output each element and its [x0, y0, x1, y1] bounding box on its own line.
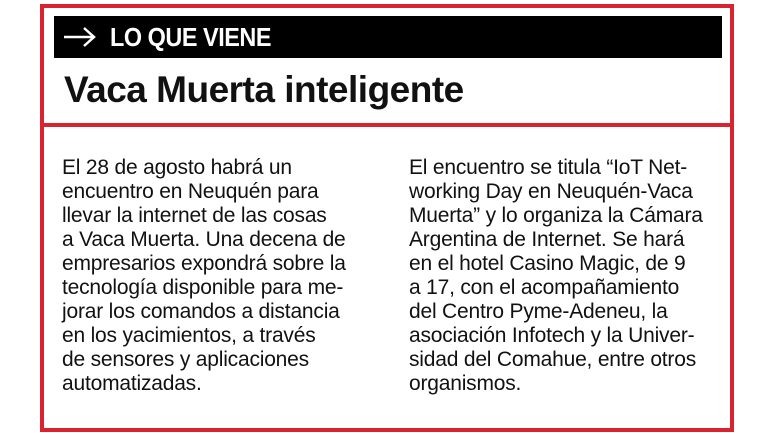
- body-line: en los yacimientos, a través: [62, 324, 316, 347]
- body-line: organismos.: [409, 372, 522, 395]
- body-line: jorar los comandos a distancia: [62, 300, 340, 323]
- body-line: en el hotel Casino Magic, de 9: [409, 252, 686, 275]
- right-arrow-icon: [62, 25, 98, 49]
- body-line: del Centro Pyme-Adeneu, la: [409, 300, 668, 323]
- news-box: [40, 4, 734, 432]
- body-line: working Day en Neuquén-Vaca: [409, 180, 693, 203]
- body-line: El encuentro se titula “IoT Net-: [409, 156, 688, 179]
- section-header-bar: [54, 16, 722, 58]
- body-line: automatizadas.: [62, 372, 202, 395]
- body-line: tecnología disponible para me-: [62, 276, 344, 299]
- body-line: encuentro en Neuquén para: [62, 180, 319, 203]
- body-line: llevar la internet de las cosas: [62, 204, 327, 227]
- body-column-right: [409, 156, 703, 396]
- body-line: asociación Infotech y la Univer-: [409, 324, 695, 347]
- headline: Vaca Muerta inteligente: [64, 69, 464, 110]
- body-line: a 17, con el acompañamiento: [409, 276, 680, 299]
- body-column-left: [62, 156, 346, 396]
- body-line: El 28 de agosto habrá un: [62, 156, 292, 179]
- body-line: Muerta” y lo organiza la Cámara: [409, 204, 703, 227]
- body-line: Argentina de Internet. Se hará: [409, 228, 685, 251]
- body-line: sidad del Comahue, entre otros: [409, 348, 697, 371]
- body-line: empresarios expondrá sobre la: [62, 252, 346, 275]
- red-divider: [44, 123, 730, 127]
- body-line: a Vaca Muerta. Una decena de: [62, 228, 346, 251]
- body-line: de sensores y aplicaciones: [62, 348, 309, 371]
- section-label: LO QUE VIENE: [110, 21, 272, 52]
